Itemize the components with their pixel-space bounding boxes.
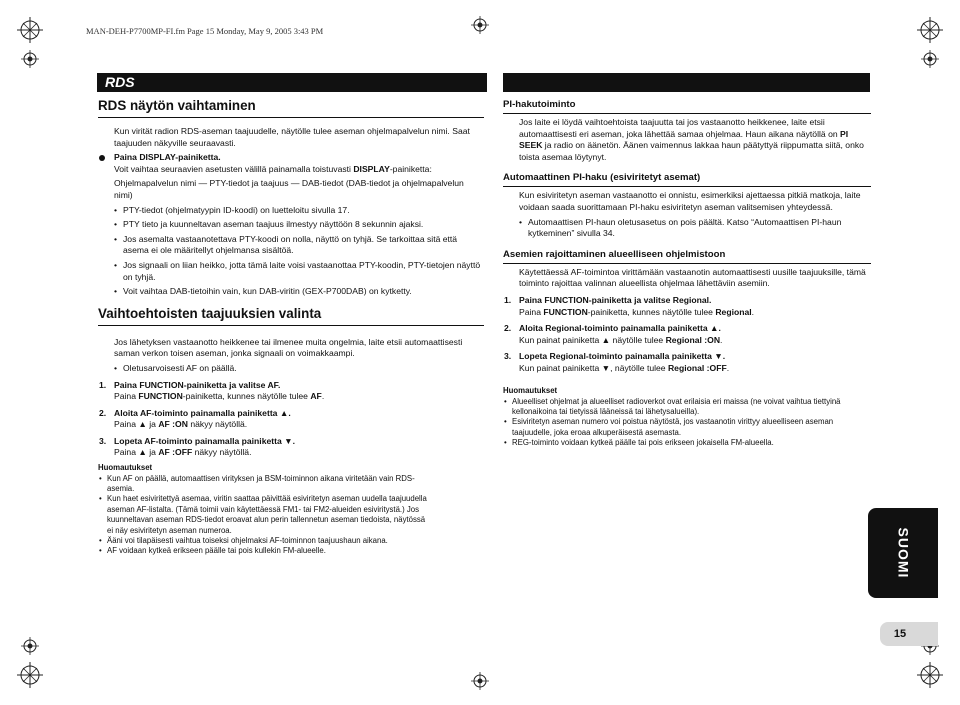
notes-right (503, 385, 863, 449)
step-3-desc: Paina ▲ ja AF :OFF näkyy näytöllä. (114, 447, 252, 458)
regional-step-3-desc: Kun painat painiketta ▼, näytölle tulee Regional :OFF. (519, 362, 730, 373)
note-item: • AF voidaan kytkeä erikseen päälle tai pois kullekin FM-alueelle. (98, 546, 428, 556)
section-bar-left (97, 73, 487, 92)
alt-default-note: • Oletusarvoisesti AF on päällä. (98, 363, 484, 375)
rds-intro: Kun virität radion RDS-aseman taajuudelle, näytölle tulee aseman ohjelmapalvelun nimi. Saat taajuuden näkyville seuraavasti. (114, 126, 470, 148)
page-number: 15 (893, 628, 907, 640)
registration-mark-icon (917, 17, 943, 43)
registration-mark-icon (17, 17, 43, 43)
notes-title: Huomautukset (503, 386, 558, 395)
auto-pi-note: • Automaattisen PI-haun oletusasetus on pois päältä. Katso “Automaattisen PI-haun kytkeminen” sivulla 34. (503, 217, 871, 240)
toggle-text: Voit vaihtaa seuraavien asetusten välillä painamalla toistuvasti DISPLAY-painiketta: (114, 163, 432, 174)
note-item: • REG-toiminto voidaan kytkeä päälle tai pois erikseen jokaisella FM-alueella. (503, 438, 863, 448)
regional-step-2: 2. Aloita Regional-toiminto painamalla painiketta ▲. (504, 323, 721, 334)
bullet-dot-icon (99, 155, 105, 161)
language-tab (868, 508, 938, 598)
heading-regional: Asemien rajoittaminen alueelliseen ohjelmistoon (503, 248, 871, 264)
step-2: 2. Aloita AF-toiminto painamalla painiketta ▲. (99, 407, 291, 418)
print-header: MAN-DEH-P7700MP-FI.fm Page 15 Monday, May 9, 2005 3:43 PM (86, 26, 324, 36)
alt-intro: Jos lähetyksen vastaanotto heikkenee tai ilmenee muita ongelmia, laite etsii automaattisesti saman verkon toisen aseman, jonka signaali on voimakkaampi. (114, 336, 463, 359)
list-item: • PTY-tiedot (ohjelmatyypin ID-koodi) on luetteloitu sivulla 17. (98, 205, 484, 217)
bullseye-icon (921, 50, 939, 68)
auto-pi-text: Kun esiviritetyn aseman vastaanotto ei onnistu, esimerkiksi ajettaessa pitkiä matkoja, laite voidaan saada suorittamaan PI-haku esiviritetyn aseman valitsemisen yhteydessä. (519, 190, 861, 212)
step-3: 3. Lopeta AF-toiminto painamalla painiketta ▼. (99, 435, 296, 446)
list-item: • Jos signaali on liian heikko, jotta tämä laite voisi vastaanottaa PTY-koodin, PTY-tietojen näyttö on tyhjä. (98, 260, 484, 283)
heading-pi-search: PI-hakutoiminto (503, 98, 871, 114)
list-item: • Voit vaihtaa DAB-tietoihin vain, kun DAB-viritin (GEX-P700DAB) on kytketty. (98, 286, 484, 298)
section-title: RDS (105, 74, 135, 90)
regional-text: Käytettäessä AF-toimintoa virittämään vastaanotin automaattisesti uusille taajuuksille, tämä toiminto rajoittaa valinnan alueellista ohjelmaa lähettäviin asemiin. (519, 266, 866, 289)
step-2-desc: Paina ▲ ja AF :ON näkyy näytöllä. (114, 419, 248, 430)
regional-step-1-desc: Paina FUNCTION-painiketta, kunnes näytölle tulee Regional. (519, 306, 755, 317)
language-label: SUOMI (894, 527, 911, 579)
note-item: • Ääni voi tilapäisesti vaihtua toiseksi ohjelmaksi AF-toiminnon taajuushaun aikana. (98, 536, 428, 546)
registration-mark-icon (917, 662, 943, 688)
right-column (503, 98, 871, 375)
page-number-tab (880, 622, 938, 646)
list-item: • PTY tieto ja kuunneltavan aseman taajuus ilmestyy näyttöön 8 sekunnin ajaksi. (98, 219, 484, 231)
display-sequence: Ohjelmapalvelun nimi — PTY-tiedot ja taajuus — DAB-tiedot (DAB-tiedot ja ohjelmapalvelun nimi) (114, 178, 464, 200)
heading-auto-pi: Automaattinen PI-haku (esiviritetyt asemat) (503, 171, 871, 187)
step-1-desc: Paina FUNCTION-painiketta, kunnes näytölle tulee AF. (114, 391, 325, 402)
left-column (98, 98, 484, 459)
section-bar-right (503, 73, 870, 92)
heading-alt-frequencies: Vaihtoehtoisten taajuuksien valinta (98, 306, 484, 326)
list-item: • Jos asemalta vastaanotettava PTY-koodi on nolla, näyttö on tyhjä. Se tarkoittaa sitä että asema ei ole määritellyt ohjelmansa sisältöä. (98, 234, 484, 257)
press-display-instruction: Paina DISPLAY-painiketta. (98, 152, 484, 164)
bullseye-icon (21, 637, 39, 655)
regional-step-3: 3. Lopeta Regional-toiminto painamalla painiketta ▼. (504, 351, 726, 362)
bullseye-icon (471, 16, 489, 34)
pi-text: Jos laite ei löydä vaihtoehtoista taajuutta tai jos vastaanotto heikkenee, laite etsii automaattisesti eri aseman, joka lähettää samaa ohjelmaa. Haun aikana näytöllä on PI SEEK ja radio on äänetön. Äänen vaimennus lakkaa haun päätyttyä riippumatta siitä, onko toista asemaa löytynyt. (519, 117, 864, 162)
note-item: • Alueelliset ohjelmat ja alueelliset radioverkot ovat erilaisia eri maissa (ne voivat vaihtua tiettyinä kellonaikoina tai tietyissä lääneissä tai lähetysalueilla). (503, 397, 863, 418)
registration-mark-icon (17, 662, 43, 688)
heading-rds-display: RDS näytön vaihtaminen (98, 98, 484, 118)
note-item: • Kun AF on päällä, automaattisen virityksen ja BSM-toiminnon aikana viritetään vain RDS-asemia. (98, 474, 428, 495)
note-item: • Esiviritetyn aseman numero voi poistua näytöstä, jos vastaanotin virittyy alueelliseen aseman taajuudelle, joka eroaa alkuperäisestä asemasta. (503, 417, 863, 438)
bullseye-icon (21, 50, 39, 68)
notes-left (98, 462, 428, 557)
regional-step-1: 1. Paina FUNCTION-painiketta ja valitse Regional. (504, 294, 712, 305)
notes-title: Huomautukset (98, 463, 153, 472)
bullseye-icon (471, 672, 489, 690)
step-1: 1. Paina FUNCTION-painiketta ja valitse AF. (99, 379, 281, 390)
regional-step-2-desc: Kun painat painiketta ▲ näytölle tulee Regional :ON. (519, 334, 723, 345)
note-item: • Kun haet esiviritettyä asemaa, viritin saattaa päivittää esiviritetyn aseman uudella taajuudella aseman AF-listalta. (Tämä toimii vain käytettäessä FM1- tai FM2-alueiden esiviritystä.) Jos kuunneltavan aseman RDS-tiedot eroavat alun perin tallennetun aseman tiedoista, näytössä ei näy esiviritetyn aseman numeroa. (98, 494, 428, 536)
